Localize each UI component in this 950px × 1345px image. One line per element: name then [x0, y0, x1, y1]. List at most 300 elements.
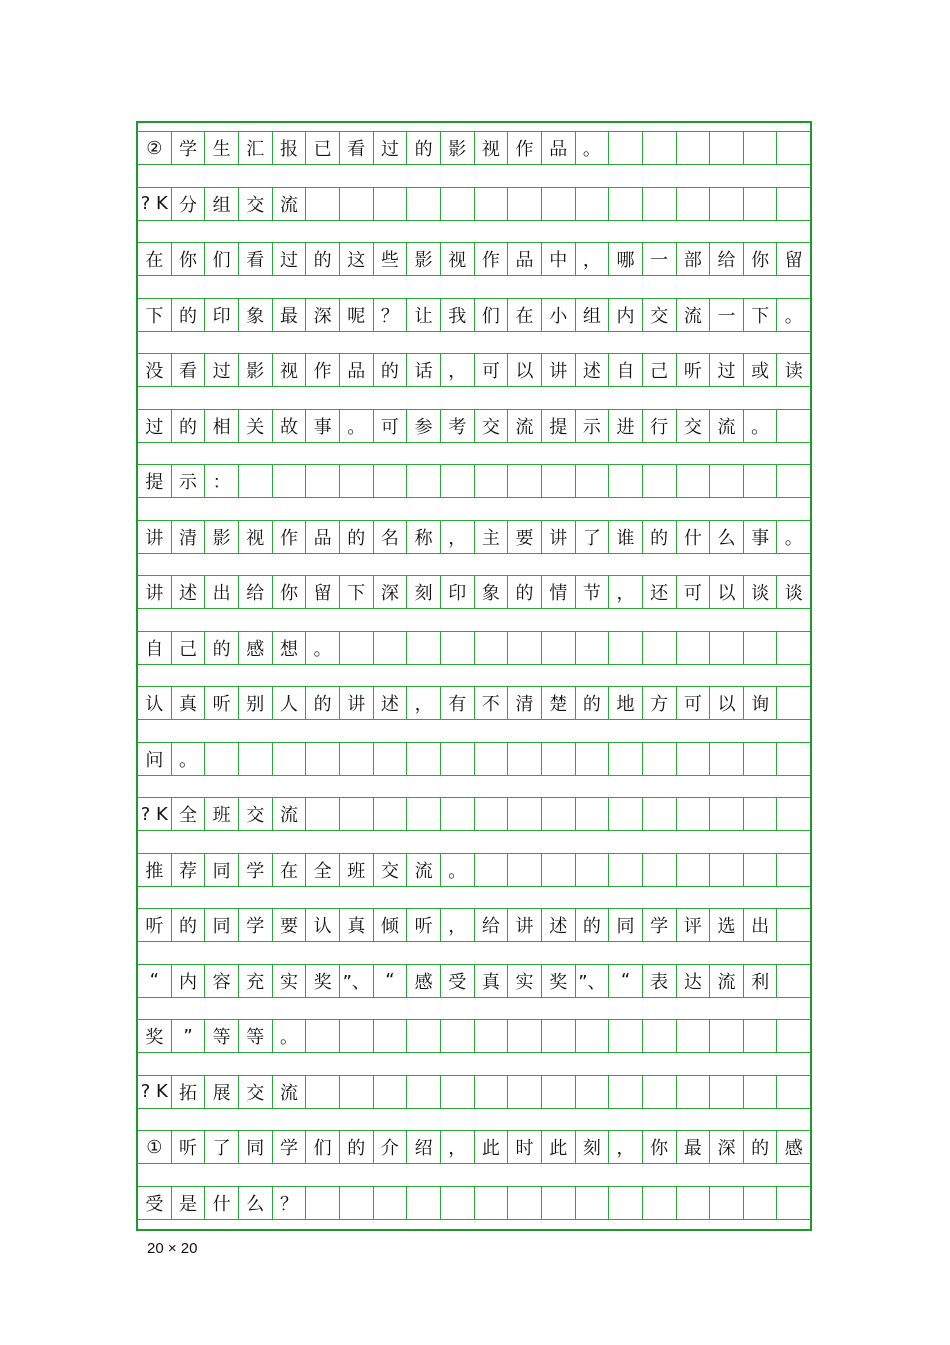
grid-cell: 的 [306, 687, 340, 719]
grid-cell: 受 [138, 1187, 172, 1219]
grid-cell: 给 [239, 576, 273, 608]
grid-cell [508, 854, 542, 886]
grid-cell: 看 [340, 132, 374, 164]
grid-cell [777, 632, 810, 664]
grid-cell: 听 [677, 354, 711, 386]
grid-cell [576, 743, 610, 775]
grid-cell: 影 [239, 354, 273, 386]
grid-row [138, 908, 810, 942]
grid-cell: 同 [205, 854, 239, 886]
grid-cell: 交 [374, 854, 408, 886]
grid-cell [542, 632, 576, 664]
grid-cell: 视 [273, 354, 307, 386]
grid-cell [710, 132, 744, 164]
grid-cell: 讲 [138, 576, 172, 608]
grid-cell [643, 1076, 677, 1108]
grid-cell [508, 465, 542, 497]
grid-cell [441, 465, 475, 497]
grid-cell [239, 743, 273, 775]
grid-cell: 以 [508, 354, 542, 386]
grid-cell: ？ [273, 1187, 307, 1219]
grid-cell: 讲 [340, 687, 374, 719]
grid-cell: 问 [138, 743, 172, 775]
grid-cell: 故 [273, 410, 307, 442]
grid-cell: 行 [643, 410, 677, 442]
grid-cell: 。 [273, 1020, 307, 1052]
grid-cell [609, 632, 643, 664]
grid-cell: 作 [273, 521, 307, 553]
grid-cell: 推 [138, 854, 172, 886]
grid-cell: 的 [340, 521, 374, 553]
grid-cell: 认 [138, 687, 172, 719]
grid-cell [340, 798, 374, 830]
grid-cell [677, 1187, 711, 1219]
grid-cell [306, 465, 340, 497]
grid-cell [306, 743, 340, 775]
grid-cell: ? K [138, 1076, 172, 1108]
grid-cell: 主 [475, 521, 509, 553]
grid-cell [441, 188, 475, 220]
grid-row [138, 964, 810, 998]
grid-cell [508, 1187, 542, 1219]
grid-cell: 可 [677, 576, 711, 608]
grid-cell: 过 [710, 354, 744, 386]
grid-cell: 听 [172, 1131, 206, 1163]
grid-row [138, 1075, 810, 1109]
grid-cell: 讲 [508, 909, 542, 941]
grid-cell [306, 1076, 340, 1108]
grid-row [138, 1019, 810, 1053]
grid-cell: 视 [475, 132, 509, 164]
grid-cell [643, 465, 677, 497]
grid-cell: 班 [205, 798, 239, 830]
grid-cell [542, 465, 576, 497]
grid-cell: 的 [172, 410, 206, 442]
grid-cell: 品 [508, 243, 542, 275]
grid-cell [475, 798, 509, 830]
grid-cell: ? K [138, 798, 172, 830]
grid-cell: 出 [205, 576, 239, 608]
grid-cell: 绍 [407, 1131, 441, 1163]
grid-cell: 组 [205, 188, 239, 220]
grid-cell: 过 [374, 132, 408, 164]
grid-cell: ， [609, 576, 643, 608]
grid-cell [677, 188, 711, 220]
grid-cell: 可 [475, 354, 509, 386]
grid-cell: 内 [172, 965, 206, 997]
grid-cell: 的 [508, 576, 542, 608]
grid-cell: 们 [306, 1131, 340, 1163]
grid-cell [744, 743, 778, 775]
grid-cell [508, 188, 542, 220]
grid-cell: 读 [784, 361, 803, 382]
grid-cell: 真 [340, 909, 374, 941]
grid-row [138, 464, 810, 498]
grid-cell [609, 1187, 643, 1219]
grid-cell [542, 743, 576, 775]
grid-cell [340, 465, 374, 497]
grid-cell: 相 [205, 410, 239, 442]
grid-cell [777, 1020, 810, 1052]
grid-cell: 受 [441, 965, 475, 997]
grid-cell [744, 798, 778, 830]
grid-cell: 谈 [784, 583, 803, 604]
grid-cell [777, 132, 810, 164]
grid-cell: 奖 [542, 965, 576, 997]
grid-cell [374, 465, 408, 497]
grid-cell: 给 [475, 909, 509, 941]
grid-cell: 讲 [138, 521, 172, 553]
grid-cell: 实 [508, 965, 542, 997]
grid-cell: 作 [306, 354, 340, 386]
grid-cell: 最 [273, 299, 307, 331]
grid-cell [777, 465, 810, 497]
grid-row [138, 797, 810, 831]
grid-cell: 在 [508, 299, 542, 331]
grid-cell: 事 [306, 410, 340, 442]
grid-cell [441, 798, 475, 830]
grid-cell [475, 1020, 509, 1052]
grid-cell: 下 [340, 576, 374, 608]
grid-cell: 影 [205, 521, 239, 553]
grid-cell: 自 [609, 354, 643, 386]
grid-cell: 过 [273, 243, 307, 275]
grid-cell [744, 1076, 778, 1108]
grid-row [138, 1186, 810, 1220]
grid-cell: 最 [677, 1131, 711, 1163]
grid-cell: 下 [744, 299, 778, 331]
grid-cell [340, 1187, 374, 1219]
grid-cell: 同 [239, 1131, 273, 1163]
grid-cell: 视 [239, 521, 273, 553]
grid-cell [407, 188, 441, 220]
grid-cell [710, 743, 744, 775]
grid-cell: 倾 [374, 909, 408, 941]
grid-cell [374, 1187, 408, 1219]
grid-cell: 在 [138, 243, 172, 275]
grid-cell: 清 [172, 521, 206, 553]
grid-cell: 些 [374, 243, 408, 275]
grid-cell: ， [407, 687, 441, 719]
grid-cell [407, 465, 441, 497]
grid-cell: 了 [205, 1131, 239, 1163]
grid-cell: 下 [138, 299, 172, 331]
grid-cell: 你 [172, 243, 206, 275]
grid-cell [576, 798, 610, 830]
grid-cell [744, 188, 778, 220]
grid-cell: 选 [710, 909, 744, 941]
grid-cell: 想 [273, 632, 307, 664]
grid-size-label: 20 × 20 [147, 1240, 198, 1257]
grid-cell: ， [609, 1131, 643, 1163]
grid-cell: 流 [273, 1076, 307, 1108]
grid-cell: 。 [744, 410, 778, 442]
grid-cell: 奖 [306, 965, 340, 997]
grid-cell: 交 [643, 299, 677, 331]
grid-cell: “ [374, 965, 408, 997]
grid-cell: 考 [441, 410, 475, 442]
grid-cell: 容 [205, 965, 239, 997]
grid-cell [744, 632, 778, 664]
grid-cell: “ [138, 965, 172, 997]
grid-cell: ， [441, 354, 475, 386]
grid-cell [643, 854, 677, 886]
grid-cell: 奖 [138, 1020, 172, 1052]
grid-cell [677, 132, 711, 164]
grid-cell: 的 [172, 299, 206, 331]
grid-cell [777, 410, 810, 442]
grid-cell: 。 [784, 305, 803, 327]
grid-cell: 可 [677, 687, 711, 719]
grid-cell [677, 632, 711, 664]
grid-cell [306, 1187, 340, 1219]
grid-cell: 呢 [340, 299, 374, 331]
grid-cell [239, 465, 273, 497]
grid-cell: 听 [138, 909, 172, 941]
grid-cell [542, 1020, 576, 1052]
grid-cell [677, 465, 711, 497]
grid-cell [273, 465, 307, 497]
grid-cell: 真 [475, 965, 509, 997]
grid-cell: 中 [542, 243, 576, 275]
grid-cell [441, 743, 475, 775]
grid-cell [643, 1187, 677, 1219]
grid-cell: 询 [744, 687, 778, 719]
grid-cell: 视 [441, 243, 475, 275]
grid-row [138, 575, 810, 609]
grid-cell: 我 [441, 299, 475, 331]
grid-cell: 节 [576, 576, 610, 608]
grid-cell: 提 [138, 465, 172, 497]
grid-cell: 报 [273, 132, 307, 164]
grid-cell: 看 [172, 354, 206, 386]
grid-cell: ， [441, 909, 475, 941]
grid-cell: 流 [677, 299, 711, 331]
grid-cell [340, 743, 374, 775]
grid-cell [710, 1020, 744, 1052]
grid-cell [542, 1187, 576, 1219]
grid-cell [441, 1020, 475, 1052]
grid-cell: ” [172, 1020, 206, 1052]
grid-cell: 印 [205, 299, 239, 331]
grid-cell: 流 [508, 410, 542, 442]
grid-cell [475, 188, 509, 220]
grid-row [138, 742, 810, 776]
grid-row [138, 353, 810, 387]
grid-cell: 流 [273, 798, 307, 830]
grid-cell: 谁 [609, 521, 643, 553]
grid-cell [475, 465, 509, 497]
grid-row [138, 298, 810, 332]
grid-cell [777, 1187, 810, 1219]
grid-cell: 名 [374, 521, 408, 553]
grid-cell: 的 [744, 1131, 778, 1163]
grid-cell: 过 [205, 354, 239, 386]
grid-cell: 地 [609, 687, 643, 719]
grid-cell [710, 854, 744, 886]
grid-cell: 分 [172, 188, 206, 220]
grid-cell: 不 [475, 687, 509, 719]
grid-cell [306, 1020, 340, 1052]
grid-cell [677, 798, 711, 830]
grid-cell [441, 1076, 475, 1108]
grid-cell [407, 1076, 441, 1108]
grid-cell: 流 [710, 965, 744, 997]
grid-cell [340, 1076, 374, 1108]
grid-cell [710, 1187, 744, 1219]
grid-cell: 话 [407, 354, 441, 386]
grid-cell: 进 [609, 410, 643, 442]
grid-cell: 。 [306, 632, 340, 664]
grid-cell: 讲 [542, 521, 576, 553]
grid-cell: 达 [677, 965, 711, 997]
grid-cell: 作 [508, 132, 542, 164]
grid-cell: 没 [138, 354, 172, 386]
grid-cell [609, 1020, 643, 1052]
grid-cell: 事 [744, 521, 778, 553]
grid-cell: 的 [374, 354, 408, 386]
grid-cell: 认 [306, 909, 340, 941]
grid-cell: 生 [205, 132, 239, 164]
grid-cell: 提 [542, 410, 576, 442]
grid-cell: 真 [172, 687, 206, 719]
grid-cell: 学 [239, 854, 273, 886]
grid-cell [407, 743, 441, 775]
grid-cell: 楚 [542, 687, 576, 719]
grid-cell [677, 1076, 711, 1108]
grid-cell: 同 [205, 909, 239, 941]
grid-cell [744, 1187, 778, 1219]
grid-cell: 等 [239, 1020, 273, 1052]
grid-cell: 深 [374, 576, 408, 608]
grid-cell: 你 [273, 576, 307, 608]
grid-cell: 示 [172, 465, 206, 497]
grid-cell [508, 1020, 542, 1052]
grid-cell: “ [609, 965, 643, 997]
grid-cell: 的 [306, 243, 340, 275]
grid-cell: 感 [239, 632, 273, 664]
grid-cell [576, 188, 610, 220]
grid-cell [609, 465, 643, 497]
grid-cell: 示 [576, 410, 610, 442]
grid-cell [576, 1187, 610, 1219]
grid-cell: 交 [475, 410, 509, 442]
grid-row [138, 1130, 810, 1164]
grid-cell: 别 [239, 687, 273, 719]
grid-cell: 此 [542, 1131, 576, 1163]
grid-cell [777, 188, 810, 220]
grid-cell [710, 188, 744, 220]
grid-cell: 班 [340, 854, 374, 886]
grid-cell: 荐 [172, 854, 206, 886]
grid-cell: 哪 [609, 243, 643, 275]
grid-cell: 全 [172, 798, 206, 830]
grid-cell: 述 [576, 354, 610, 386]
grid-cell: 学 [172, 132, 206, 164]
grid-cell [508, 798, 542, 830]
grid-cell [475, 632, 509, 664]
grid-cell: 品 [340, 354, 374, 386]
grid-cell [205, 743, 239, 775]
grid-cell [475, 743, 509, 775]
grid-cell: 你 [643, 1131, 677, 1163]
grid-cell: 要 [508, 521, 542, 553]
grid-cell [475, 854, 509, 886]
grid-cell: 可 [374, 410, 408, 442]
grid-cell: 什 [677, 521, 711, 553]
grid-cell: ， [441, 1131, 475, 1163]
grid-cell: 感 [784, 1138, 803, 1159]
grid-cell [744, 132, 778, 164]
grid-cell: 利 [744, 965, 778, 997]
grid-cell: 。 [441, 854, 475, 886]
grid-cell: 同 [609, 909, 643, 941]
grid-cell [710, 465, 744, 497]
grid-cell [609, 743, 643, 775]
grid-cell [508, 632, 542, 664]
grid-cell [273, 743, 307, 775]
grid-cell: 称 [407, 521, 441, 553]
grid-cell: ”、 [340, 965, 374, 997]
grid-cell: 让 [407, 299, 441, 331]
grid-cell: 品 [306, 521, 340, 553]
grid-cell: 部 [677, 243, 711, 275]
grid-cell: 留 [306, 576, 340, 608]
grid-cell: 作 [475, 243, 509, 275]
grid-cell: 等 [205, 1020, 239, 1052]
grid-cell [777, 854, 810, 886]
grid-cell [306, 798, 340, 830]
grid-cell: 的 [340, 1131, 374, 1163]
manuscript-grid [136, 121, 812, 1231]
grid-cell: 象 [475, 576, 509, 608]
grid-cell: 交 [239, 798, 273, 830]
grid-cell [710, 632, 744, 664]
grid-cell: 印 [441, 576, 475, 608]
grid-cell [508, 743, 542, 775]
grid-cell: 什 [205, 1187, 239, 1219]
grid-cell: 小 [542, 299, 576, 331]
grid-cell: 深 [306, 299, 340, 331]
grid-cell: ， [576, 243, 610, 275]
grid-cell [609, 1076, 643, 1108]
grid-cell: 表 [643, 965, 677, 997]
grid-cell: 的 [643, 521, 677, 553]
grid-cell: 学 [273, 1131, 307, 1163]
grid-cell: 品 [542, 132, 576, 164]
grid-cell [777, 1076, 810, 1108]
grid-cell [643, 188, 677, 220]
grid-cell [441, 632, 475, 664]
grid-cell: 以 [710, 687, 744, 719]
grid-cell: 深 [710, 1131, 744, 1163]
grid-cell [374, 798, 408, 830]
grid-cell [542, 854, 576, 886]
grid-cell: 给 [710, 243, 744, 275]
grid-row [138, 631, 810, 665]
grid-cell: 交 [239, 188, 273, 220]
grid-cell [542, 1076, 576, 1108]
grid-cell: ? K [138, 188, 172, 220]
grid-cell [441, 1187, 475, 1219]
grid-cell: 。 [784, 527, 803, 549]
grid-cell: 一 [643, 243, 677, 275]
grid-cell [407, 632, 441, 664]
grid-cell: 拓 [172, 1076, 206, 1108]
grid-cell: 实 [273, 965, 307, 997]
grid-cell: 是 [172, 1187, 206, 1219]
grid-cell [609, 188, 643, 220]
